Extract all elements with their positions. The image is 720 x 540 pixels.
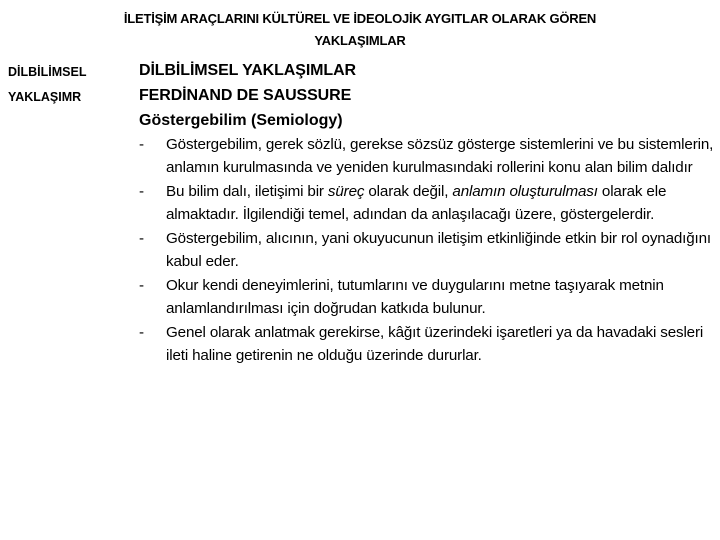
bullet-text-part: olarak değil, [364,183,453,200]
dash-bullet-icon: - [139,277,144,294]
dash-bullet-icon: - [139,230,144,247]
bullet-text-part: Bu bilim dalı, iletişimi bir [166,183,328,200]
bullet-list [139,133,714,367]
subheading-semiology: Göstergebilim (Semiology) [139,112,343,129]
bullet-text-part: olarak ele almaktadır. İlgilendiği temel, adından da anlaşılacağı üzere, göstergelerdir. [166,183,667,223]
slide-title-line-1: İLETİŞİM ARAÇLARINI KÜLTÜREL VE İDEOLOJİK AYGITLAR OLARAK GÖREN [123,11,597,26]
bullet-text: Göstergebilim, gerek sözlü, gerekse sözsüz gösterge sistemlerini ve bu sistemlerin, anlamın kurulmasında ve yeniden kurulmasındaki rollerini konu alan bilim dalıdır [166,136,714,176]
bullet-item [139,227,714,273]
dash-bullet-icon: - [139,324,144,341]
bullet-item [139,274,714,320]
section-label [8,60,128,110]
bullet-item [139,180,714,226]
heading-linguistic-approaches: DİLBİLİMSEL YAKLAŞIMLAR [139,62,356,79]
section-label-line-2: YAKLAŞIMR [8,90,82,104]
bullet-text-emphasis: anlamın oluşturulması [452,183,598,200]
bullet-text: Genel olarak anlatmak gerekirse, kâğıt üzerindeki işaretleri ya da havadaki sesleri ileti haline getirenin ne olduğu üzerinde dururlar. [166,324,704,364]
bullet-text-emphasis: süreç [327,183,365,200]
slide-title-line-2: YAKLAŞIMLAR [314,33,406,48]
section-label-line-1: DİLBİLİMSEL [8,65,87,79]
bullet-text: Göstergebilim, alıcının, yani okuyucunun iletişim etkinliğinde etkin bir rol oynadığını kabul eder. [166,230,711,270]
bullet-item [139,133,714,179]
bullet-text: Okur kendi deneyimlerini, tutumlarını ve duygularını metne taşıyarak metnin anlamlandırılması için doğrudan katkıda bulunur. [166,277,664,317]
main-content [139,58,714,368]
heading-saussure: FERDİNAND DE SAUSSURE [139,87,352,104]
dash-bullet-icon: - [139,136,144,153]
dash-bullet-icon: - [139,183,144,200]
slide-title [0,8,720,52]
bullet-item [139,321,714,367]
